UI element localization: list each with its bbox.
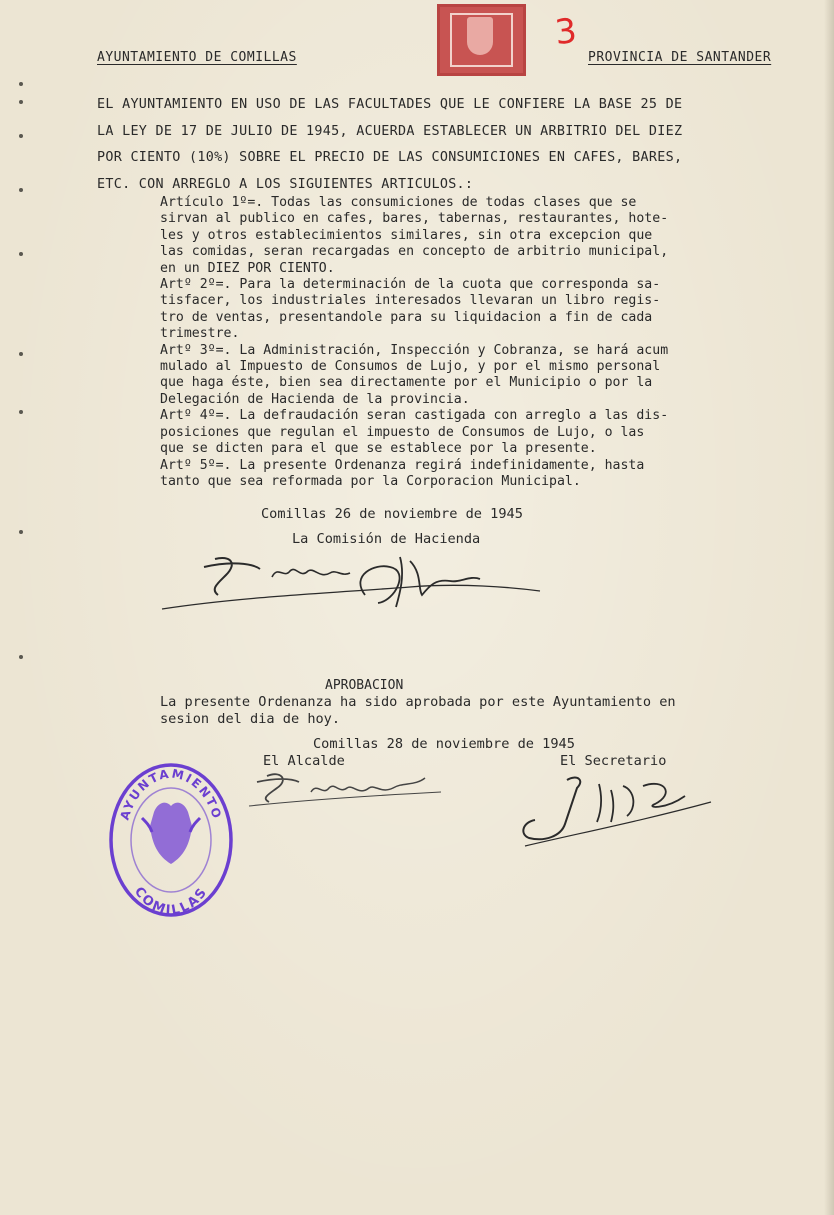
ayuntamiento-seal <box>106 760 236 920</box>
article-line: que haga éste, bien sea directamente por el Municipio o por la <box>160 375 653 391</box>
alcalde-label: El Alcalde <box>263 753 345 769</box>
secretario-signature <box>515 760 715 850</box>
date-comision: Comillas 26 de noviembre de 1945 <box>261 506 523 522</box>
article-line: tisfacer, los industriales interesados llevaran un libro regis- <box>160 293 661 309</box>
preamble-line: LA LEY DE 17 DE JULIO DE 1945, ACUERDA ESTABLECER UN ARBITRIO DEL DIEZ <box>97 123 683 139</box>
binder-hole <box>19 530 23 534</box>
article-line: en un DIEZ POR CIENTO. <box>160 260 335 276</box>
aprobacion-line: sesion del dia de hoy. <box>160 711 341 727</box>
article-line: que se dicten para el que se establece por la presente. <box>160 441 597 457</box>
fiscal-stamp <box>437 4 526 76</box>
header-ayuntamiento: AYUNTAMIENTO DE COMILLAS <box>97 50 297 65</box>
aprobacion-title: APROBACION <box>325 678 404 693</box>
coat-of-arms-icon <box>467 17 493 55</box>
article-line: Artº 4º=. La defraudación seran castigada con arreglo a las dis- <box>160 408 669 424</box>
preamble-line: EL AYUNTAMIENTO EN USO DE LAS FACULTADES QUE LE CONFIERE LA BASE 25 DE <box>97 97 683 112</box>
binder-hole <box>19 188 23 192</box>
article-line: Delegación de Hacienda de la provincia. <box>160 391 470 407</box>
comision-hacienda-label: La Comisión de Hacienda <box>292 531 481 547</box>
binder-hole <box>19 410 23 414</box>
article-line: tro de ventas, presentandole para su liquidacion a fin de cada <box>160 309 653 325</box>
seal-text-top: AYUNTAMIENTO <box>117 766 225 822</box>
aprobacion-line: La presente Ordenanza ha sido aprobada por este Ayuntamiento en <box>160 694 676 710</box>
article-line: mulado al Impuesto de Consumos de Lujo, y por el mismo personal <box>160 359 661 375</box>
preamble-line: ETC. CON ARREGLO A LOS SIGUIENTES ARTICULOS.: <box>97 176 474 192</box>
article-line: les y otros establecimientos similares, sin otra excepcion que <box>160 227 653 243</box>
binder-hole <box>19 82 23 86</box>
secretario-label: El Secretario <box>560 753 667 769</box>
article-line: posiciones que regulan el impuesto de Consumos de Lujo, o las <box>160 424 645 440</box>
binder-hole <box>19 134 23 138</box>
svg-text:COMILLAS <box>131 884 211 918</box>
binder-hole <box>19 252 23 256</box>
article-line: Artº 3º=. La Administración, Inspección y Cobranza, se hará acum <box>160 342 669 358</box>
page-number: 3 <box>552 10 579 54</box>
article-line: sirvan al publico en cafes, bares, tabernas, restaurantes, hote- <box>160 211 669 227</box>
date-aprobacion: Comillas 28 de noviembre de 1945 <box>313 736 575 752</box>
article-line: Artº 2º=. Para la determinación de la cuota que corresponda sa- <box>160 277 661 293</box>
header-provincia: PROVINCIA DE SANTANDER <box>588 50 772 65</box>
article-line: las comidas, seran recargadas en concepto de arbitrio municipal, <box>160 244 669 260</box>
aprobacion-text <box>160 694 820 728</box>
binder-hole <box>19 352 23 356</box>
preamble-line: POR CIENTO (10%) SOBRE EL PRECIO DE LAS CONSUMICIONES EN CAFES, BARES, <box>97 150 683 165</box>
article-line: trimestre. <box>160 326 240 342</box>
binder-hole <box>19 655 23 659</box>
article-line: tanto que sea reformada por la Corporacion Municipal. <box>160 473 581 489</box>
article-line: Artículo 1º=. Todas las consumiciones de todas clases que se <box>160 195 637 210</box>
seal-text-bottom: COMILLAS <box>130 884 212 919</box>
preamble <box>97 92 817 198</box>
page-edge-shadow <box>824 0 834 1215</box>
alcalde-signature <box>245 766 445 811</box>
binder-hole <box>19 100 23 104</box>
articles-body <box>160 195 820 490</box>
article-line: Artº 5º=. La presente Ordenanza regirá indefinidamente, hasta <box>160 457 645 473</box>
comision-signatures <box>160 545 550 615</box>
